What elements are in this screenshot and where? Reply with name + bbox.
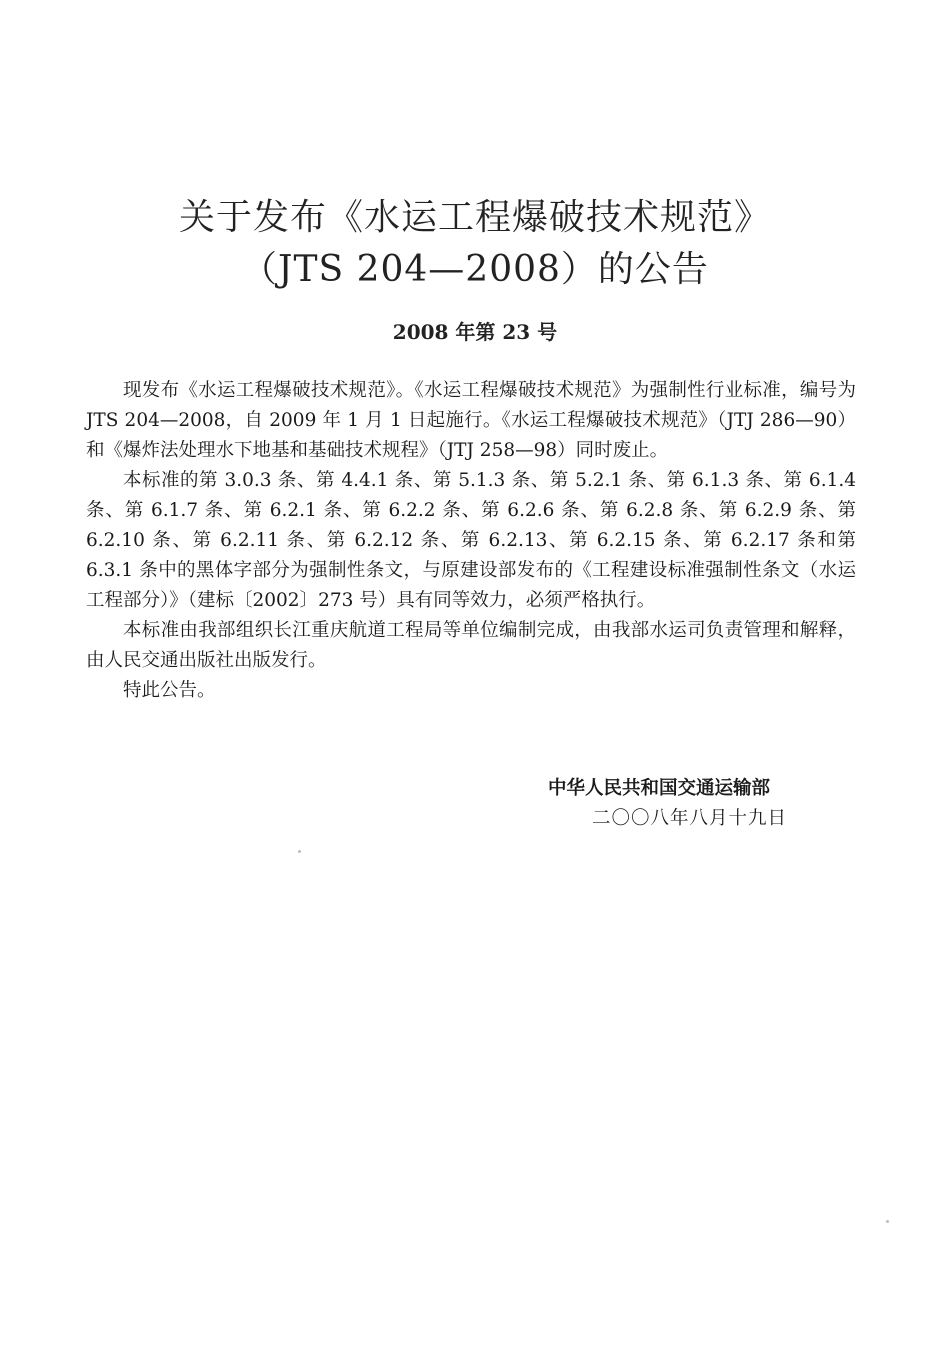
- paragraph-compilation: 本标准由我部组织长江重庆航道工程局等单位编制完成，由我部水运司负责管理和解释，由人民交通出版社出版发行。: [86, 620, 856, 671]
- paragraph-closing: 特此公告。: [123, 680, 216, 701]
- document-number: 2008 年第 23 号: [392, 320, 558, 344]
- announcement-title-line-1: 关于发布《水运工程爆破技术规范》: [178, 197, 771, 238]
- announcement-title-line-2: （JTS 204—2008）的公告: [241, 249, 709, 290]
- issue-date: 二〇〇八年八月十九日: [592, 808, 788, 829]
- paragraph-mandatory-clauses: 本标准的第 3.0.3 条、第 4.4.1 条、第 5.1.3 条、第 5.2.1 条、第 6.1.3 条、第 6.1.4 条、第 6.1.7 条、第 6.2.1 条、第 6.2.2 条、第 6.2.6 条、第 6.2.8 条、第 6.2.9 条、第6.2.10 条、第 6.2.11 条、第 6.2.12 条、第 6.2.13、第 6.2.15 条、第 6.2.17 条和第 6.3.1 条中的黑体字部分为强制性条文，与原建设部发布的《工程建设标准强制性条文（水运工程部分）》（建标〔2002〕273 号）具有同等效力，必须严格执行。: [86, 470, 856, 611]
- issuing-organization: 中华人民共和国交通运输部: [548, 778, 771, 799]
- announcement-body: [86, 376, 856, 706]
- paragraph-publication: 现发布《水运工程爆破技术规范》。《水运工程爆破技术规范》为强制性行业标准，编号为 JTS 204—2008，自 2009 年 1 月 1 日起施行。《水运工程爆破技术规范》（JTJ 286—90）和《爆炸法处理水下地基和基础技术规程》（JTJ 258—98）同时废止。: [86, 380, 856, 461]
- scan-speck: [886, 1220, 889, 1223]
- scan-speck: [298, 850, 301, 853]
